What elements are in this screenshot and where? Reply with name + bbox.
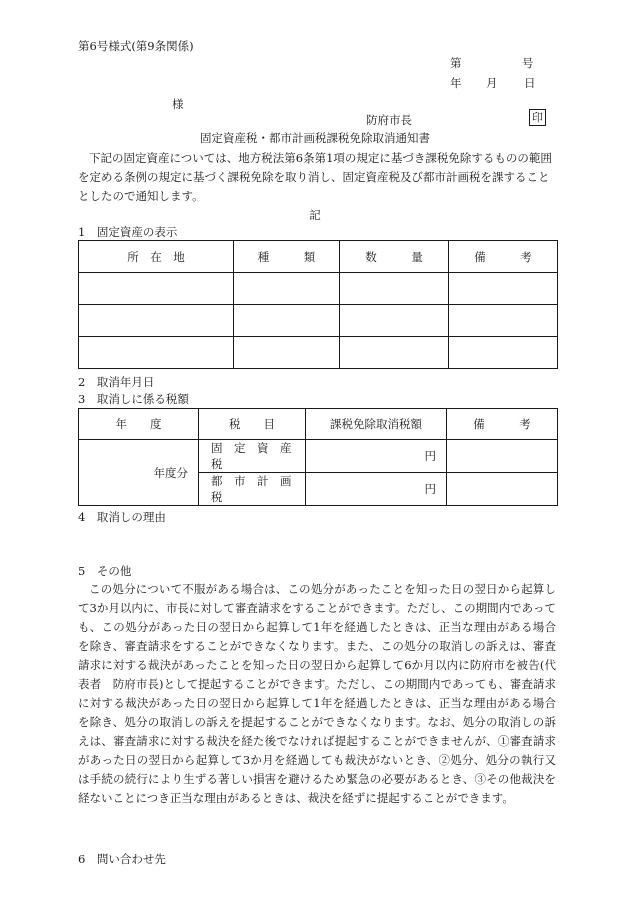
section-3-label: 3 取消しに係る税額 xyxy=(78,392,189,406)
objection-notice-paragraph: この処分について不服がある場合は、この処分があったことを知った日の翌日から起算して3か月以内に、市長に対して審査請求をすることができます。ただし、この期間内であっても、この処分があった日の翌日から起算して1年を経過したときは、正当な理由がある場合を除き、審査請求をすることができなくなります。また、この処分の取消しの訴えは、審査請求に対する裁決があったことを知った日の翌日から起算して6か月以内に防府市を被告(代表者 防府市長)として提起することができます。ただし、この期間内であっても、審査請求に対する裁決があった日の翌日から起算して1年を経過したときは、正当な理由がある場合を除き、処分の取消しの訴えを提起することができなくなります。なお、処分の取消しの訴えは、審査請求に対する裁決を経た後でなければ提起することができませんが、①審査請求があった日の翌日から起算して3か月を経過しても裁決がないとき、②処分、処分の執行又は手続の続行により生ずる著しい損害を避けるため緊急の必要があるとき、③その他裁決を経ないことにつき正当な理由があるときは、裁決を経ずに提起することができます。 xyxy=(78,582,556,805)
cell-type xyxy=(234,273,340,305)
cell-quantity xyxy=(340,305,449,337)
intro-paragraph: 下記の固定資産については、地方税法第6条第1項の規定に基づき課税免除するものの範囲を定める条例の規定に基づく課税免除を取り消し、固定資産税及び都市計画税を課することとしたので通知します。 xyxy=(78,151,552,203)
document-title: 固定資産税・都市計画税課税免除取消通知書 xyxy=(200,131,430,145)
header-remarks: 備 考 xyxy=(449,241,558,273)
table-row xyxy=(79,440,558,473)
section-4-label: 4 取消しの理由 xyxy=(78,510,166,524)
property-table-header xyxy=(79,241,558,273)
section-6-label: 6 問い合わせ先 xyxy=(78,852,166,866)
header-fiscal-year: 年 度 xyxy=(79,409,199,440)
header-tax-item: 税 目 xyxy=(199,409,306,440)
cell-type xyxy=(234,305,340,337)
date-day: 日 xyxy=(524,76,536,90)
cell-location xyxy=(79,305,234,337)
header-quantity: 数 量 xyxy=(340,241,449,273)
section-2-label: 2 取消年月日 xyxy=(78,375,155,389)
cell-remarks xyxy=(447,473,558,506)
form-number: 第6号様式(第9条関係) xyxy=(78,39,194,53)
header-type: 種 類 xyxy=(234,241,340,273)
cell-remarks xyxy=(449,273,558,305)
cell-amount-unit: 円 xyxy=(306,473,447,506)
cell-fiscal-year: 年度分 xyxy=(79,440,199,506)
header-remarks: 備 考 xyxy=(447,409,558,440)
seal-mark: 印 xyxy=(529,109,546,126)
cell-remarks xyxy=(449,337,558,369)
tax-table-header xyxy=(79,409,558,440)
number-dai: 第 xyxy=(450,56,462,70)
issuer-name: 防府市長 xyxy=(366,113,412,127)
cell-amount-unit: 円 xyxy=(306,440,447,473)
number-go: 号 xyxy=(522,56,534,70)
cell-quantity xyxy=(340,337,449,369)
table-row xyxy=(79,337,558,369)
date-year: 年 xyxy=(450,76,462,90)
cell-type xyxy=(234,337,340,369)
cell-remarks xyxy=(449,305,558,337)
cell-tax-item: 固 定 資 産 税 xyxy=(199,440,306,473)
cell-location xyxy=(79,273,234,305)
cell-tax-item: 都 市 計 画 税 xyxy=(199,473,306,506)
date-month: 月 xyxy=(486,76,498,90)
cell-remarks xyxy=(447,440,558,473)
cell-quantity xyxy=(340,273,449,305)
section-1-label: 1 固定資産の表示 xyxy=(78,225,178,239)
property-table xyxy=(78,240,558,369)
cell-location xyxy=(79,337,234,369)
header-location: 所 在 地 xyxy=(79,241,234,273)
header-revoked-amount: 課税免除取消税額 xyxy=(306,409,447,440)
table-row xyxy=(79,305,558,337)
tax-amount-table xyxy=(78,408,558,506)
addressee-suffix: 様 xyxy=(172,97,184,111)
table-row xyxy=(79,273,558,305)
section-5-label: 5 その他 xyxy=(78,564,132,578)
ki-heading: 記 xyxy=(309,208,321,222)
